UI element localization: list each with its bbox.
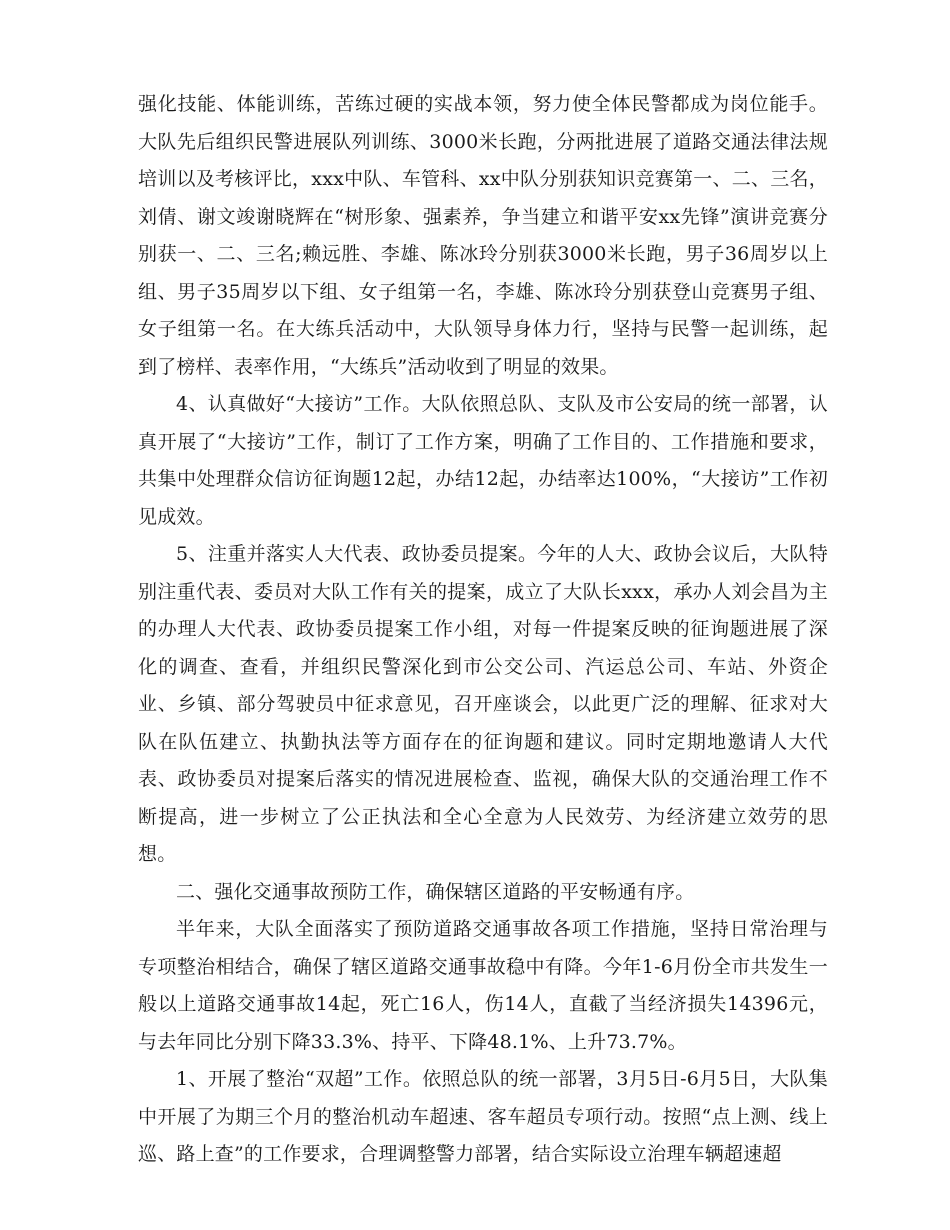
paragraph-half-year-summary: 半年来，大队全面落实了预防道路交通事故各项工作措施，坚持日常治理与专项整治相结合，确保了辖区道路交通事故稳中有降。今年1-6月份全市共发生一般以上道路交通事故14起，死亡16人，伤14人，直截了当经济损失14396元，与去年同比分别下降33.3%、持平、下降48.1%、上升73.7%。 — [138, 918, 828, 1053]
paragraph-proposals: 5、注重并落实人大代表、政协委员提案。今年的人大、政协会议后，大队特别注重代表、委员对大队工作有关的提案，成立了大队长xxx，承办人刘会昌为主的办理人大代表、政协委员提案工作小组，对每一件提案反映的征询题进展了深化的调查、查看，并组织民警深化到市公交公司、汽运总公司、车站、外资企业、乡镇、部分驾驶员中征求意见，召开座谈会，以此更广泛的理解、征求对大队在队伍建立、执勤执法等方面存在的征询题和建议。同时定期地邀请人大代表、政协委员对提案后落实的情况进展检查、监视，确保大队的交通治理工作不断提高，进一步树立了公正执法和全心全意为人民效劳、为经济建立效劳的思想。 — [138, 543, 828, 865]
document-body — [138, 86, 828, 1174]
paragraph-petition-work: 4、认真做好“大接访”工作。大队依照总队、支队及市公安局的统一部署，认真开展了“大接访”工作，制订了工作方案，明确了工作目的、工作措施和要求，共集中处理群众信访征询题12起，办结12起，办结率达100%，“大接访”工作初见成效。 — [138, 393, 828, 528]
paragraph-training: 强化技能、体能训练，苦练过硬的实战本领，努力使全体民警都成为岗位能手。大队先后组织民警进展队列训练、3000米长跑，分两批进展了道路交通法律法规培训以及考核评比，xxx中队、车管科、xx中队分别获知识竞赛第一、二、三名，刘倩、谢文竣谢晓辉在“树形象、强素养，争当建立和谐平安xx先锋”演讲竞赛分别获一、二、三名;赖远胜、李雄、陈冰玲分别获3000米长跑，男子36周岁以上组、男子35周岁以下组、女子组第一名，李雄、陈冰玲分别获登山竞赛男子组、女子组第一名。在大练兵活动中，大队领导身体力行，坚持与民警一起训练，起到了榜样、表率作用，“大练兵”活动收到了明显的效果。 — [138, 93, 828, 378]
paragraph-double-over-campaign: 1、开展了整治“双超”工作。依照总队的统一部署，3月5日-6月5日，大队集中开展了为期三个月的整治机动车超速、客车超员专项行动。按照“点上测、线上巡、路上查”的工作要求，合理调整警力部署，结合实际设立治理车辆超速超 — [138, 1068, 828, 1165]
section-heading-accident-prevention: 二、强化交通事故预防工作，确保辖区道路的平安畅通有序。 — [176, 880, 695, 903]
